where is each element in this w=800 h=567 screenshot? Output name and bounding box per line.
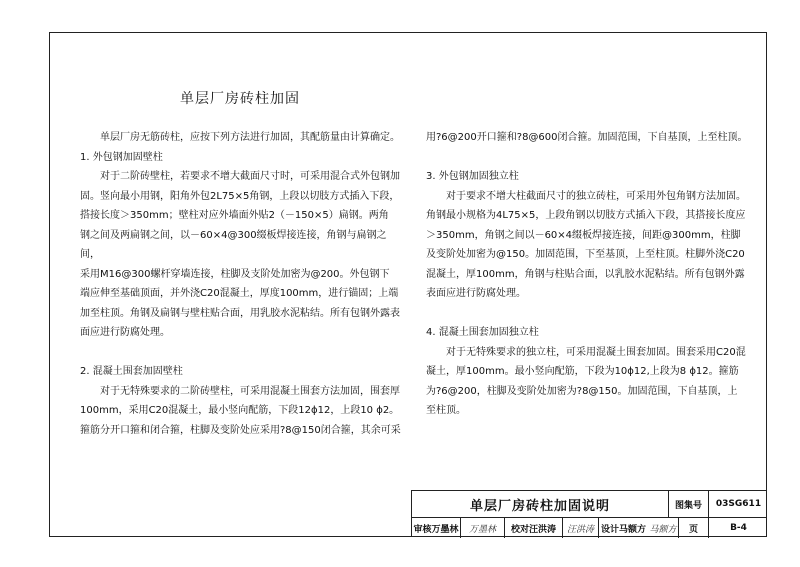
section-4-heading: 4. 混凝土围套加固独立柱	[426, 327, 539, 338]
section-1-line: 加至柱顶。角钢及扁钢与壁柱贴合面，用乳胶水泥粘结。所有包钢外露表	[80, 307, 400, 319]
page-number: B-4	[708, 518, 768, 538]
section-3-line: 对于要求不增大柱截面尺寸的独立砖柱，可采用外包角钢方法加固。	[446, 190, 746, 202]
section-3-line: ＞350mm，角钢之间以－60×4缀板焊接连接，间距@300mm，柱脚	[426, 229, 741, 241]
section-1-line: 钢之间及两扁钢之间，以－60×4@300缀板焊接连接，角钢与扁钢之间，	[80, 229, 387, 260]
section-1-heading: 1. 外包钢加固壁柱	[80, 151, 163, 163]
check-label: 校对	[510, 524, 529, 535]
section-1-line: 面应进行防腐处理。	[80, 327, 170, 338]
title-block	[411, 490, 767, 537]
section-4-line: 对于无特殊要求的独立柱，可采用混凝土围套加固。围套采用C20混	[446, 346, 746, 358]
section-4-line: 为?6@200，柱脚及变阶处加密为?8@150。加固范围，下自基顶，上	[426, 385, 738, 397]
section-1-line: 端应伸至基础顶面，并外浇C20混凝土，厚度100mm，进行锚固；上端	[80, 288, 399, 299]
reviewer-field	[412, 518, 460, 538]
left-column	[80, 128, 405, 440]
section-2-continuation: 用?6@200开口箍和?8@600闭合箍。加固范围，下自基顶，上至柱顶。	[426, 132, 748, 143]
section-1-line: 搭接长度＞350mm；壁柱对应外墙面外贴2（－150×5）扁钢。两角	[80, 210, 389, 221]
section-3-heading: 3. 外包钢加固独立柱	[426, 171, 519, 182]
drawing-title: 单层厂房砖柱加固说明	[469, 498, 610, 514]
page-label: 页	[678, 518, 708, 538]
section-4-line: 至柱顶。	[426, 405, 466, 416]
section-1-line: 固。竖向最小用钢，阳角外包2L75×5角钢，上段以切肢方式插入下段，	[80, 190, 400, 202]
section-2-line: 100mm，采用C20混凝土，最小竖向配筋，下段12ϕ12，上段10 ϕ2。	[80, 405, 400, 416]
section-3-line: 表面应进行防腐处理。	[426, 288, 526, 299]
checker-signature: 汪洪涛	[562, 518, 598, 538]
section-2-heading: 2. 混凝土围套加固壁柱	[80, 366, 183, 377]
reviewer-name: 万墨林	[431, 524, 459, 535]
review-label: 审核	[413, 524, 432, 535]
section-3-line: 混凝土，厚100mm，角钢与柱贴合面，以乳胶水泥粘结。所有包钢外露	[426, 268, 745, 280]
section-3-line: 角钢最小规格为4L75×5，上段角钢以切肢方式插入下段，其搭接长度应	[426, 210, 746, 221]
section-2-line: 箍筋分开口箍和闭合箍，柱脚及变阶处应采用?8@150闭合箍，其余可采	[80, 424, 401, 436]
reviewer-signature: 万墨林	[460, 518, 504, 538]
intro-paragraph: 单层厂房无筋砖柱，应按下列方法进行加固，其配筋量由计算确定。	[100, 132, 400, 143]
designer-signature: 马额方	[649, 524, 677, 535]
section-3-line: 及变阶处加密为@150。加固范围，下至基顶，上至柱顶。柱脚外浇C20	[426, 249, 745, 260]
atlas-label: 图集号	[668, 491, 708, 517]
section-1-line: 对于二阶砖壁柱，若要求不增大截面尺寸时，可采用混合式外包钢加	[100, 171, 400, 182]
page-title: 单层厂房砖柱加固	[180, 91, 300, 107]
section-4-line: 凝土，厚100mm。最小竖向配筋，下段为10ϕ12,上段为8 ϕ12。箍筋	[426, 366, 739, 377]
checker-name: 汪洪涛	[529, 524, 557, 535]
designer-name: 马额方	[619, 524, 647, 535]
right-column	[426, 128, 756, 421]
title-block-row-bottom	[412, 518, 767, 538]
section-2-line: 对于无特殊要求的二阶砖壁柱，可采用混凝土围套方法加固，围套厚	[100, 385, 400, 397]
checker-field	[504, 518, 562, 538]
design-label: 设计	[600, 524, 619, 535]
atlas-number: 03SG611	[708, 491, 768, 517]
title-block-row-top	[412, 491, 767, 518]
designer-field	[598, 518, 648, 538]
section-1-line: 采用M16@300螺杆穿墙连接，柱脚及支阶处加密为@200。外包钢下	[80, 268, 390, 280]
